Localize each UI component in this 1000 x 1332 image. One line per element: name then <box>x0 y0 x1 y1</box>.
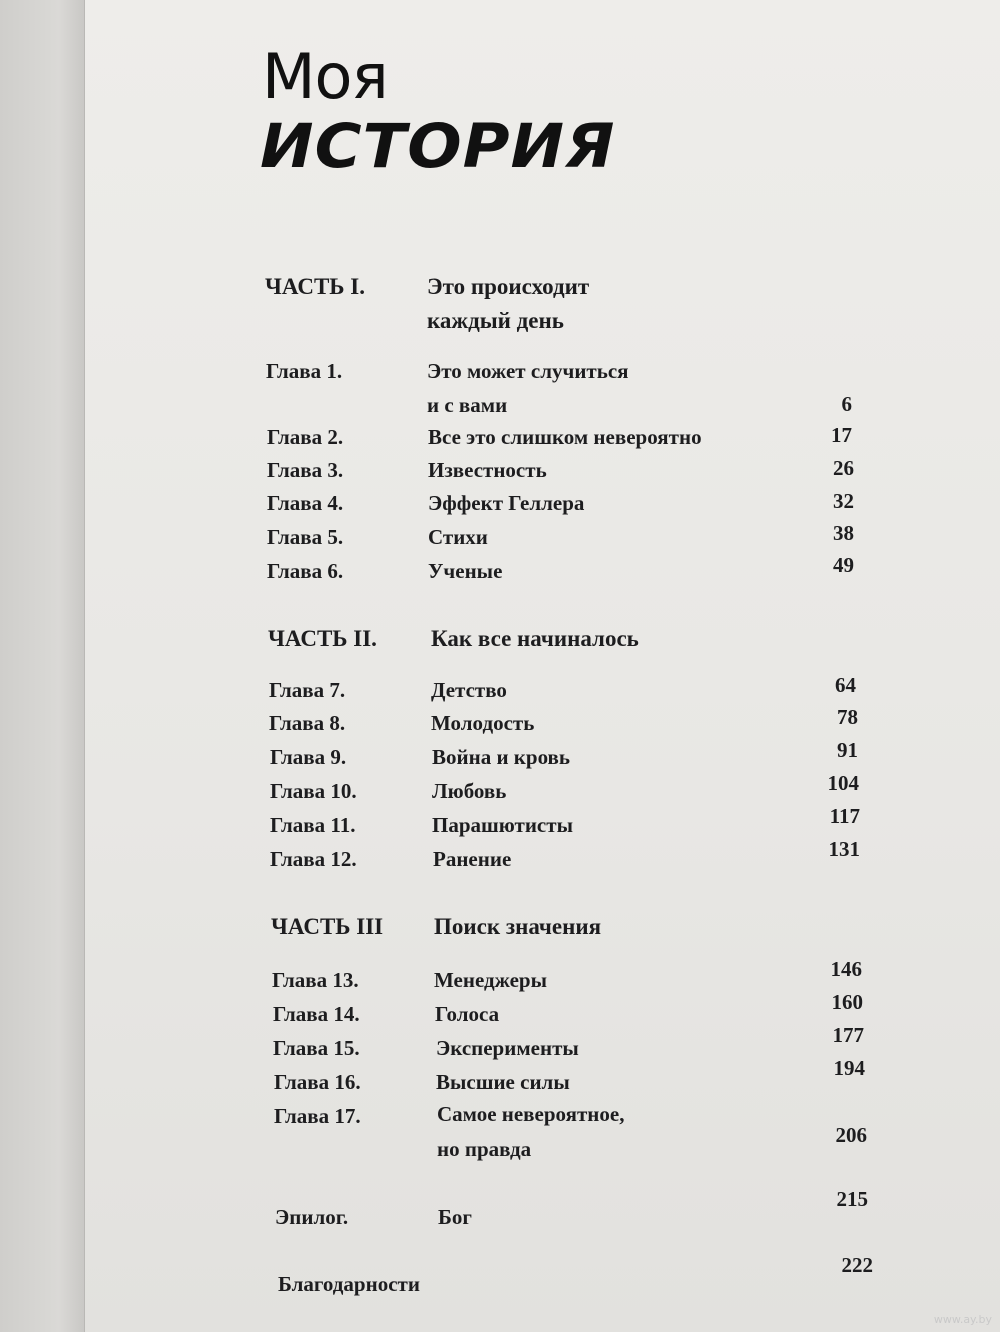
chapter-16-label: Глава 16. <box>274 1070 361 1094</box>
chapter-2-title: Все это слишком невероятно <box>428 425 702 449</box>
chapter-7-title: Детство <box>431 678 507 702</box>
part-2-label: ЧАСТЬ II. <box>268 626 377 651</box>
chapter-14-label: Глава 14. <box>273 1002 360 1026</box>
chapter-4-page: 32 <box>833 489 854 513</box>
chapter-9-label: Глава 9. <box>270 745 347 769</box>
chapter-8-title: Молодость <box>431 711 535 735</box>
part-1-label: ЧАСТЬ I. <box>265 274 365 299</box>
part-1-title-line-1: Это происходит <box>427 274 590 299</box>
chapter-17-page: 206 <box>835 1123 867 1147</box>
chapter-12-title: Ранение <box>433 847 512 871</box>
chapter-6-page: 49 <box>833 553 854 577</box>
chapter-7-label: Глава 7. <box>269 678 346 702</box>
chapter-8-label: Глава 8. <box>269 711 346 735</box>
title-line-2: ИСТОРИЯ <box>260 111 616 183</box>
chapter-11-label: Глава 11. <box>270 813 356 837</box>
epilogue-label: Эпилог. <box>275 1205 349 1229</box>
chapter-10-title: Любовь <box>432 779 507 803</box>
book-gutter <box>0 0 85 1332</box>
chapter-10-label: Глава 10. <box>270 779 357 803</box>
chapter-15-title: Эксперименты <box>436 1036 579 1060</box>
chapter-10-page: 104 <box>827 771 859 795</box>
chapter-12-page: 131 <box>828 837 860 861</box>
chapter-17-label: Глава 17. <box>274 1104 361 1128</box>
chapter-1-page: 6 <box>841 392 852 416</box>
watermark: www.ay.by <box>933 1313 992 1326</box>
chapter-15-label: Глава 15. <box>273 1036 360 1060</box>
title-line-1: Моя <box>262 40 388 113</box>
chapter-17-title-line-2: но правда <box>437 1137 532 1161</box>
acknowledgements-title: Благодарности <box>278 1272 420 1296</box>
chapter-4-title: Эффект Геллера <box>428 491 585 515</box>
chapter-6-label: Глава 6. <box>267 559 344 583</box>
epilogue-title: Бог <box>438 1205 472 1229</box>
part-1-title-line-2: каждый день <box>427 308 564 333</box>
chapter-11-title: Парашютисты <box>432 813 573 837</box>
chapter-2-label: Глава 2. <box>267 425 344 449</box>
chapter-5-page: 38 <box>833 521 854 545</box>
chapter-4-label: Глава 4. <box>267 491 344 515</box>
epilogue-page: 215 <box>836 1187 868 1211</box>
part-2-title: Как все начиналось <box>431 626 639 651</box>
chapter-3-page: 26 <box>833 456 854 480</box>
chapter-13-title: Менеджеры <box>434 968 547 992</box>
chapter-14-page: 160 <box>831 990 863 1014</box>
chapter-1-title-line-2: и с вами <box>427 393 508 417</box>
acknowledgements-page: 222 <box>841 1253 873 1277</box>
chapter-14-title: Голоса <box>435 1002 500 1026</box>
chapter-13-page: 146 <box>830 957 862 981</box>
chapter-7-page: 64 <box>835 673 856 697</box>
chapter-3-label: Глава 3. <box>267 458 344 482</box>
chapter-13-label: Глава 13. <box>272 968 359 992</box>
part-3-title: Поиск значения <box>434 914 602 939</box>
chapter-17-title-line-1: Самое невероятное, <box>437 1102 625 1126</box>
chapter-11-page: 117 <box>829 804 860 828</box>
chapter-16-title: Высшие силы <box>436 1070 570 1094</box>
chapter-12-label: Глава 12. <box>270 847 357 871</box>
chapter-2-page: 17 <box>831 423 852 447</box>
chapter-5-label: Глава 5. <box>267 525 344 549</box>
chapter-8-page: 78 <box>837 705 858 729</box>
chapter-16-page: 194 <box>833 1056 865 1080</box>
chapter-1-title-line-1: Это может случиться <box>427 359 629 383</box>
part-3-label: ЧАСТЬ III <box>271 914 384 939</box>
chapter-5-title: Стихи <box>428 525 488 549</box>
chapter-9-title: Война и кровь <box>432 745 571 769</box>
chapter-3-title: Известность <box>428 458 547 482</box>
chapter-1-label: Глава 1. <box>266 359 343 383</box>
chapter-15-page: 177 <box>832 1023 864 1047</box>
chapter-6-title: Ученые <box>428 559 503 583</box>
chapter-9-page: 91 <box>837 738 858 762</box>
